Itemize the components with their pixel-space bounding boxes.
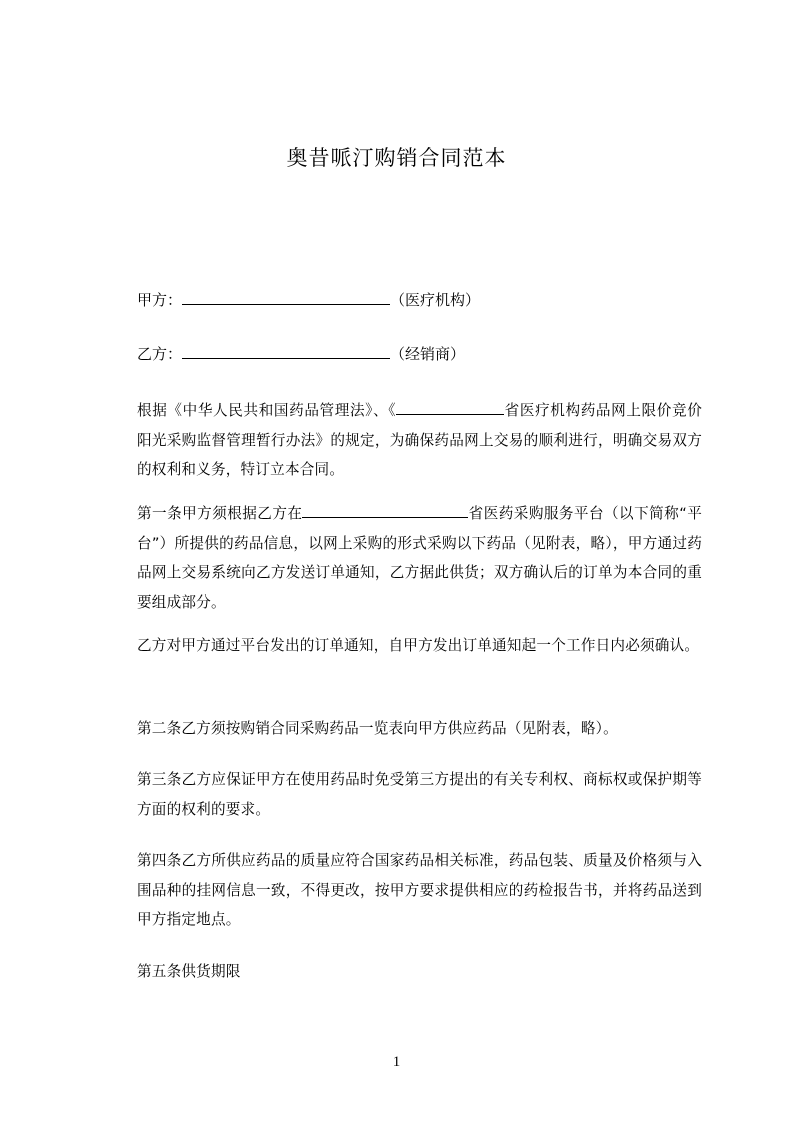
article-5-heading: 第五条供货期限 (137, 963, 241, 980)
province-blank-2 (302, 503, 468, 518)
document-title: 奥昔哌汀购销合同范本 (286, 146, 507, 170)
paragraph-article-3 (107, 765, 702, 824)
article-1-text-end: 省医药采购服务平台（以下简称“平台”）所提供的药品信息，以网上采购的形式采购以下药品（见附表，略），甲方通过药品网上交易系统向乙方发送订单通知，乙方据此供货；双方确认后的订单为本合同的重要组成部分。 (137, 505, 702, 611)
party-b-label: 乙方： (137, 345, 183, 363)
article-3-text: 第三条乙方应保证甲方在使用药品时免受第三方提出的有关专利权、商标权或保护期等方面的权利的要求。 (137, 771, 702, 818)
party-a-note: （医疗机构） (390, 291, 481, 309)
paragraph-article-2 (107, 714, 702, 744)
paragraph-order-confirmation (107, 631, 702, 661)
party-a-label: 甲方： (137, 291, 183, 309)
paragraph-article-5 (107, 957, 702, 987)
article-4-text: 第四条乙方所供应药品的质量应符合国家药品相关标准，药品包装、质量及价格须与入围品种的挂网信息一致，不得更改，按甲方要求提供相应的药检报告书，并将药品送到甲方指定地点。 (137, 852, 702, 928)
page-number: 1 (392, 1054, 401, 1070)
party-b-line (137, 344, 465, 364)
article-1-text-start: 第一条甲方须根据乙方在 (137, 505, 303, 522)
paragraph-article-4 (107, 846, 702, 935)
paragraph-preamble (107, 396, 702, 485)
preamble-text-start: 根据《中华人民共和国药品管理法》、《 (137, 402, 397, 419)
order-confirmation-text: 乙方对甲方通过平台发出的订单通知，自甲方发出订单通知起一个工作日内必须确认。 (137, 637, 700, 654)
party-b-note: （经销商） (390, 345, 466, 363)
paragraph-article-1 (107, 499, 702, 617)
article-2-text: 第二条乙方须按购销合同采购药品一览表向甲方供应药品（见附表，略）。 (137, 720, 618, 737)
preamble-text-end: 省医疗机构药品网上限价竞价阳光采购监督管理暂行办法》的规定，为确保药品网上交易的顺利进行，明确交易双方的权利和义务，特订立本合同。 (137, 402, 702, 478)
party-a-line (137, 290, 480, 310)
province-blank-1 (396, 400, 504, 415)
party-b-blank (182, 344, 390, 359)
party-a-blank (182, 290, 390, 305)
